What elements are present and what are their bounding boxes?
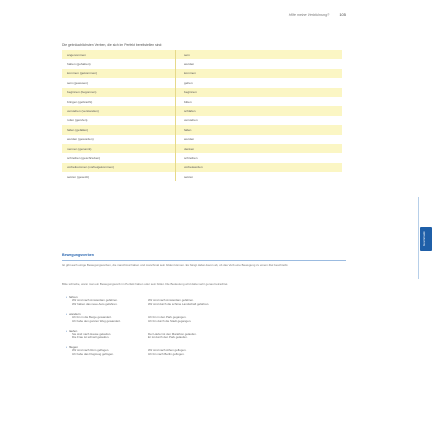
verb-table-row xyxy=(62,172,342,181)
verb-table-row xyxy=(62,88,342,97)
example-sentence-left: Wir sind nach Rom geflogen. xyxy=(72,349,110,353)
bullet-icon: • xyxy=(66,328,68,333)
bullet-icon: • xyxy=(66,345,68,350)
verb-cell-right: bitten xyxy=(176,97,343,106)
verb-cell-left: haben (gehaben) xyxy=(62,59,176,68)
verb-table-row xyxy=(62,69,342,78)
example-sentence-right: Wir sind nach Amsterdam gefahren. xyxy=(148,299,194,302)
example-sentence-left: Die Frau ist schnell gelaufen. xyxy=(72,336,110,340)
verb-cell-left: nennen (genannt) xyxy=(62,144,176,153)
verb-cell-right: schlafen xyxy=(176,106,343,115)
example-verb-label: wandern xyxy=(69,311,81,316)
verb-cell-left: sein (gewesen) xyxy=(62,78,176,87)
verb-cell-left: fallen (gefallen) xyxy=(62,125,176,134)
example-sentence-left: Ich habe das Flugzeug geflogen. xyxy=(72,353,114,357)
example-verb-label: laufen xyxy=(69,328,78,333)
verb-table-row xyxy=(62,97,342,106)
verb-cell-right: setzen xyxy=(176,172,343,181)
example-item xyxy=(66,329,296,341)
verb-table-row xyxy=(62,125,342,134)
verb-cell-right: gehen xyxy=(176,78,343,87)
example-list xyxy=(66,295,296,362)
section-heading: Bewegungsverben xyxy=(62,253,94,257)
bullet-icon: • xyxy=(66,311,68,316)
verb-cell-left: vorbeikommen (vorbeigekommen) xyxy=(62,163,176,172)
bullet-icon: • xyxy=(66,295,68,299)
page-number: 105 xyxy=(339,12,346,17)
example-sentence-left: Ich habe den ganzen Weg gewandert. xyxy=(72,319,121,323)
verb-table-row xyxy=(62,163,342,172)
example-verb-label: fliegen xyxy=(69,345,78,350)
example-item xyxy=(66,295,296,307)
verb-cell-left: bringen (gebracht) xyxy=(62,97,176,106)
example-item xyxy=(66,312,296,324)
verb-table-row xyxy=(62,135,342,144)
verb-table-row xyxy=(62,106,342,115)
verb-cell-left: setzen (gesetzt) xyxy=(62,172,176,181)
example-sentence-row xyxy=(66,303,296,307)
example-sentence-left: Wir sind nach Amsterdam gefahren. xyxy=(72,299,118,302)
example-sentence-left: Wir haben das neue Auto gefahren. xyxy=(72,302,118,306)
verb-table-row xyxy=(62,144,342,153)
verb-cell-right: vorbeiwerden xyxy=(176,163,343,172)
section-intro: Ist gibt auch einige Bewegungsverben, die manchmal haben und manchmal sein bilden können. Es hängt dabei davon ab, ob das Verb eine Bewegung zu einem Ziel beschreibt. xyxy=(62,263,289,267)
example-sentence-row xyxy=(66,320,296,324)
example-sentence-right: Ich bin nach Berlin geflogen. xyxy=(148,353,185,357)
verb-cell-left: werden (geworden) xyxy=(62,135,176,144)
example-sentence-right: Wir sind durch die schöne Landschaft gefahren. xyxy=(148,302,210,306)
example-sentence-right: Der Läufer ist den Marathon gelaufen. xyxy=(148,332,197,336)
chapter-side-tab xyxy=(400,197,432,279)
verb-table-row xyxy=(62,116,342,125)
verb-cell-right: beginnen xyxy=(176,88,343,97)
verb-table-row xyxy=(62,59,342,68)
verb-table-row xyxy=(62,78,342,87)
verb-table-row xyxy=(62,50,342,59)
verb-cell-right: werden xyxy=(176,135,343,144)
example-sentence-right: Wir sind nach Athen geflogen. xyxy=(148,349,187,353)
verb-cell-right: schreiben xyxy=(176,153,343,162)
table-instruction: Die gebräuchlichsten Verben, die sich im Perfekt bereitstellen sind: xyxy=(62,43,163,47)
example-sentence-row xyxy=(66,336,296,340)
example-sentence-right: Er ist durch den Park gelaufen. xyxy=(148,336,188,340)
verb-cell-right: fallen xyxy=(176,125,343,134)
example-sentence-left: Sie sind nach Hause gelaufen. xyxy=(72,332,112,336)
section-divider xyxy=(62,260,346,261)
verb-cell-right: sein xyxy=(176,50,343,59)
example-sentence-right: Ich bin durch die Stadt gegangen. xyxy=(148,319,192,323)
verb-cell-right: kommen xyxy=(176,69,343,78)
section-task: Bitte schreibe, wann man ein Bewegungsverb im Perfekt haben oder sein bildet. Die Bedeutung wird dabei sehr genau betrachtet. xyxy=(62,282,229,286)
example-sentence-right: Ich bin in den Park gegangen. xyxy=(148,315,187,319)
example-sentence-row xyxy=(66,353,296,357)
example-verb-label: fahren xyxy=(69,295,78,299)
example-item xyxy=(66,345,296,357)
verb-table xyxy=(62,50,342,181)
verb-cell-right: denken xyxy=(176,144,343,153)
running-header-title: Hilfe meine Verbfuhrung? xyxy=(288,13,330,17)
verb-cell-right: werden xyxy=(176,59,343,68)
verb-cell-left: schreiben (geschrieben) xyxy=(62,153,176,162)
verb-cell-left: beginnen (begonnen) xyxy=(62,88,176,97)
verb-cell-left: verstehen (verstanden) xyxy=(62,106,176,115)
verb-cell-left: rufen (gerufen) xyxy=(62,116,176,125)
side-tab-label: Grammatik xyxy=(422,231,426,247)
verb-cell-left: angenommen xyxy=(62,50,176,59)
verb-cell-left: kommen (gekommen) xyxy=(62,69,176,78)
page-header xyxy=(289,12,346,17)
example-sentence-left: Ich bin in die Berge gewandert. xyxy=(72,315,112,319)
verb-cell-right: verstehen xyxy=(176,116,343,125)
verb-table-row xyxy=(62,153,342,162)
